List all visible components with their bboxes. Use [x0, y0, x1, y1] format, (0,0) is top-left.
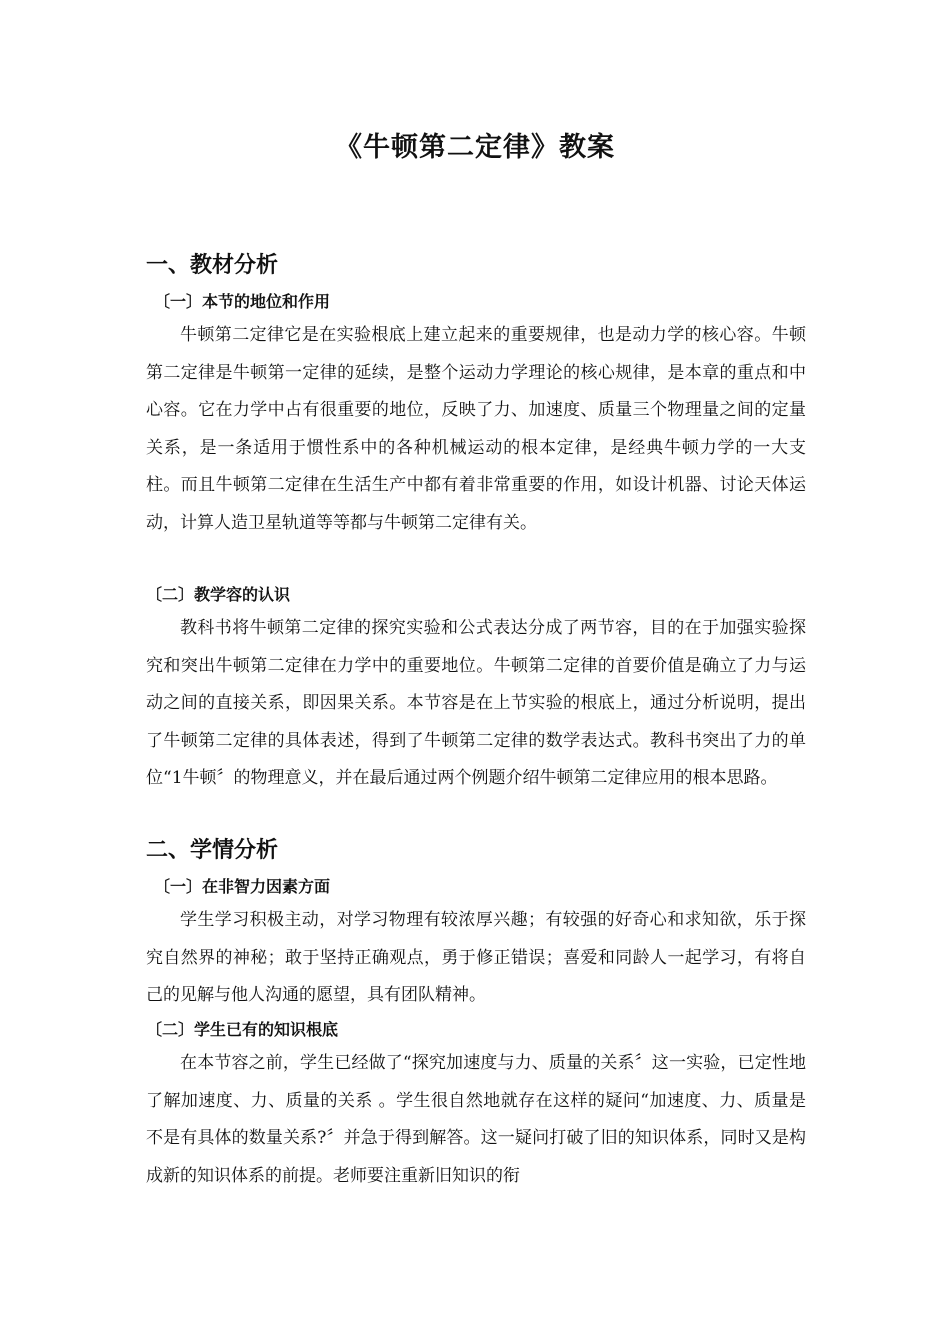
document-title: 《牛顿第二定律》教案 — [335, 132, 615, 163]
section-heading-learner-analysis: 二、学情分析 — [146, 838, 279, 863]
paragraph-non-intellectual: 学生学习积极主动，对学习物理有较浓厚兴趣；有较强的好奇心和求知欲，乐于探究自然界的神秘；敢于坚持正确观点，勇于修正错误；喜爱和同龄人一起学习，有将自己的见解与他人沟通的愿望，具有团队精神。 — [146, 910, 806, 1005]
subsection-heading-content-understanding: 〔二〕教学容的认识 — [146, 585, 291, 604]
subsection-heading-position-role: 〔一〕本节的地位和作用 — [154, 292, 331, 311]
subsection-heading-non-intellectual: 〔一〕在非智力因素方面 — [154, 877, 331, 896]
section-heading-textbook-analysis: 一、教材分析 — [146, 253, 279, 278]
paragraph-position-role: 牛顿第二定律它是在实验根底上建立起来的重要规律，也是动力学的核心容。牛顿第二定律是牛顿第一定律的延续，是整个运动力学理论的核心规律，是本章的重点和中心容。它在力学中占有很重要的地位，反映了力、加速度、质量三个物理量之间的定量关系，是一条适用于惯性系中的各种机械运动的根本定律，是经典牛顿力学的一大支柱。而且牛顿第二定律在生活生产中都有着非常重要的作用，如设计机器、讨论天体运动，计算人造卫星轨道等等都与牛顿第二定律有关。 — [146, 325, 806, 533]
paragraph-content-understanding: 教科书将牛顿第二定律的探究实验和公式表达分成了两节容，目的在于加强实验探究和突出牛顿第二定律在力学中的重要地位。牛顿第二定律的首要价值是确立了力与运动之间的直接关系，即因果关系。本节容是在上节实验的根底上，通过分析说明，提出了牛顿第二定律的具体表述，得到了牛顿第二定律的数学表达式。教科书突出了力的单位“1牛顿〞的物理意义，并在最后通过两个例题介绍牛顿第二定律应用的根本思路。 — [146, 618, 806, 788]
paragraph-prior-knowledge: 在本节容之前，学生已经做了“探究加速度与力、质量的关系〞这一实验，已定性地了解加速度、力、质量的关系 。学生很自然地就存在这样的疑问“加速度、力、质量是不是有具体的数量关系?〞并急于得到解答。这一疑问打破了旧的知识体系，同时又是构成新的知识体系的前提。老师要注重新旧知识的衔 — [146, 1053, 806, 1186]
subsection-heading-prior-knowledge: 〔二〕学生已有的知识根底 — [146, 1020, 339, 1039]
